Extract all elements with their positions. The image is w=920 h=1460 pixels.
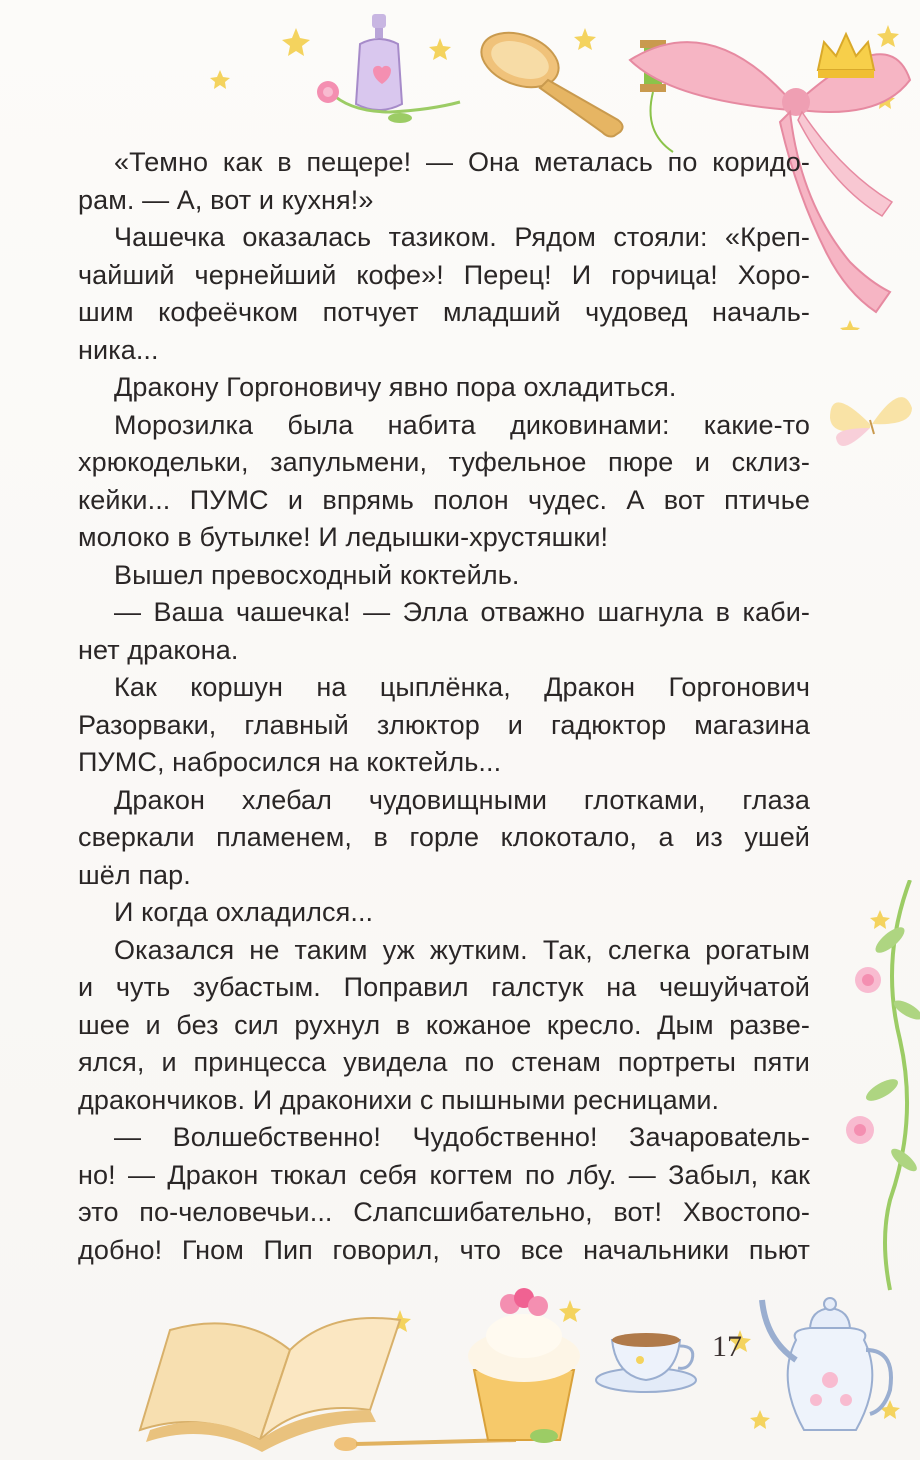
text-line: шее и без сил рухнул в кожаное кресло. Дым разве- xyxy=(78,1009,810,1040)
text-line: ПУМС, набросился на коктейль... xyxy=(78,747,502,777)
text-line: это по-человечьи... Слапсшибательно, вот! Хвостопо- xyxy=(78,1197,810,1227)
text-line: — Ваша чашечка! — Элла отважно шагнула в каби- xyxy=(114,597,810,627)
text-line: Чашечка оказалась тазиком. Рядом стояли: «Креп- xyxy=(114,222,810,252)
perfume-bottle-icon xyxy=(356,14,402,110)
bottom-decoration xyxy=(0,1260,920,1460)
crown-icon xyxy=(818,34,874,78)
text-line: нет дракона. xyxy=(78,634,239,665)
text-line: и чуть зубастым. Поправил галстук на чешуйчатой xyxy=(78,972,810,1002)
text-line: Вышел превосходный коктейль. xyxy=(114,559,520,590)
text-line: Разорваки, главный злюктор и гадюктор магазина xyxy=(78,709,810,740)
text-line: Морозилка была набита диковинами: какие-то xyxy=(114,409,810,440)
open-book-icon xyxy=(140,1318,400,1452)
text-line: но! — Дракон тюкал себя когтем по лбу. — Забыл, как xyxy=(78,1159,810,1190)
text-line: сверкали пламенем, в горле клокотало, а из ушей xyxy=(78,822,810,852)
text-line: ялся, и принцесса увидела по стенам портреты пяти xyxy=(78,1047,810,1077)
text-line: шёл пар. xyxy=(78,859,191,890)
flower-vine-icon xyxy=(820,880,920,1300)
butterfly-icon xyxy=(826,384,916,464)
text-line: Дракону Горгоновичу явно пора охладиться. xyxy=(114,372,677,402)
teapot-icon xyxy=(762,1298,891,1430)
text-line: шим кофеёчком потчует младший чудовед началь- xyxy=(78,297,810,327)
body-text xyxy=(78,144,810,1269)
text-line: молоко в бутылке! И ледышки-хрустяшки! xyxy=(78,522,609,552)
text-line: — Волшебственно! Чудобственно! Зачаровatель- xyxy=(114,1122,810,1152)
text-line: дракончиков. И дракониxи с пышными ресницами. xyxy=(78,1084,720,1115)
page-number: 17 xyxy=(712,1330,742,1363)
text-line: «Темно как в пещере! — Она металась по коридо- xyxy=(114,147,810,177)
text-line: Дракон хлебал чудовищными глотками, глаза xyxy=(114,784,810,815)
text-line: Оказался не таким уж жутким. Так, слегка рогатым xyxy=(114,934,810,965)
teacup-icon xyxy=(596,1333,696,1392)
text-line: кейки... ПУМС и впрямь полон чудес. А вот птичье xyxy=(78,484,810,515)
text-line: И когда охладился... xyxy=(114,897,374,927)
text-line: Как коршун на цыплёнка, Дракон Горгонович xyxy=(114,672,810,702)
hairbrush-icon xyxy=(474,23,623,137)
star-icon xyxy=(559,1300,581,1322)
text-line: хрюкодельки, запульмени, туфельное пюре и склиз- xyxy=(78,447,810,477)
text-line: чайший чернейший кофе»! Перец! И горчица! Хоро- xyxy=(78,259,810,290)
text-line: ника... xyxy=(78,334,159,365)
star-icon xyxy=(750,1410,770,1429)
text-line: рам. — А, вот и кухня!» xyxy=(78,184,374,215)
text-line: добно! Гном Пип говорил, что все начальники пьют xyxy=(78,1234,810,1265)
